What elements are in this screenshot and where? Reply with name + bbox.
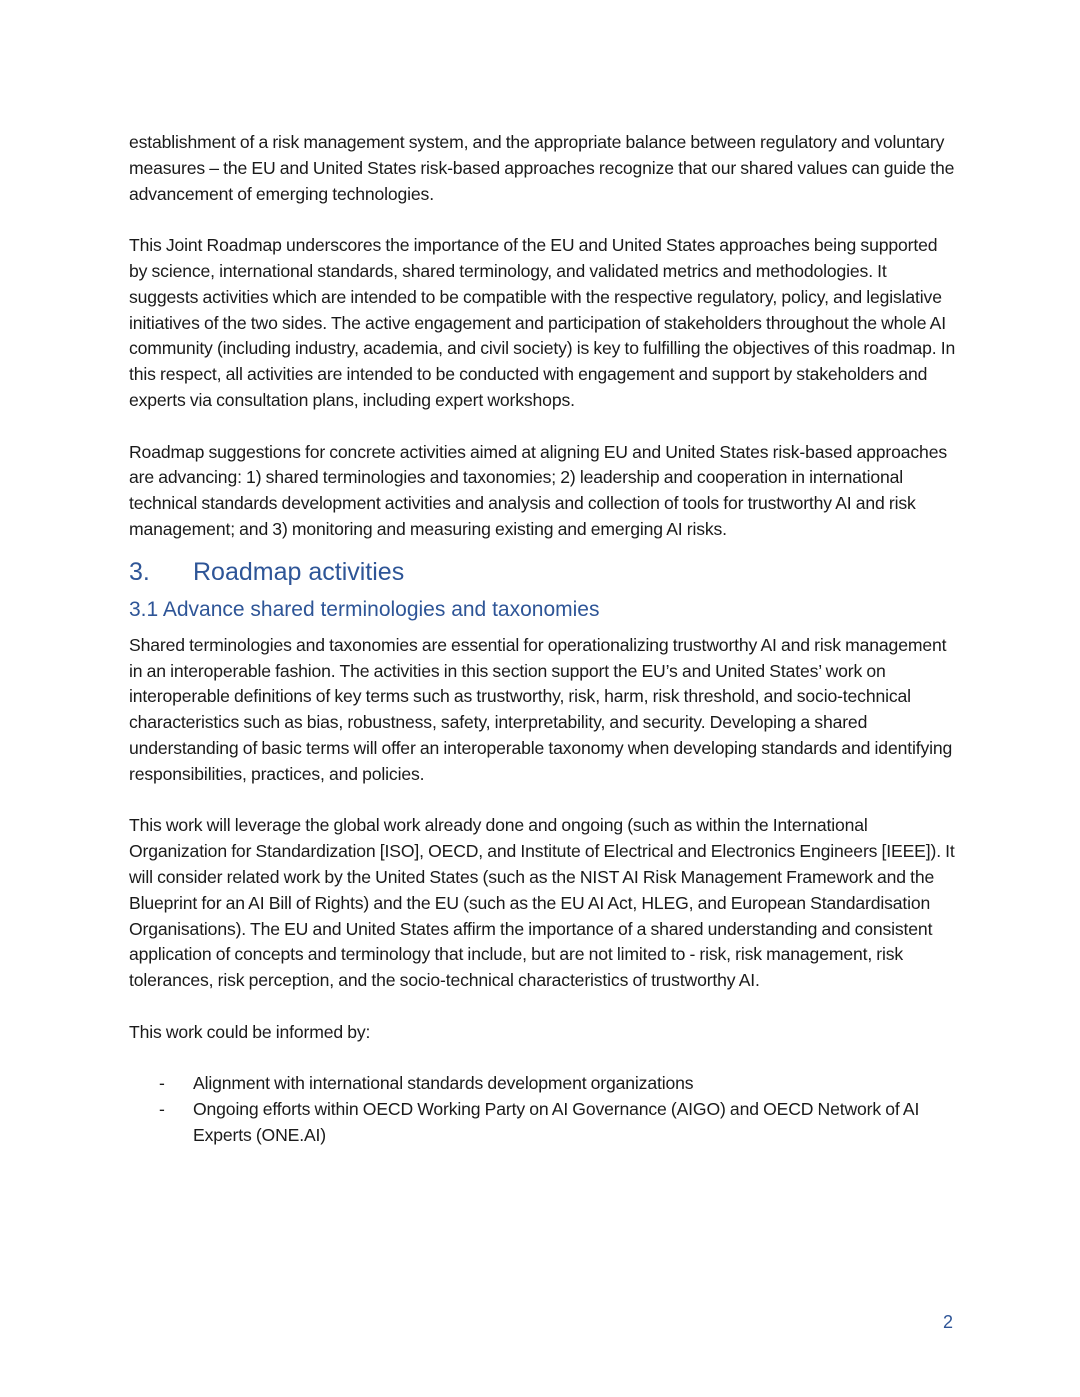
body-paragraph-1: Shared terminologies and taxonomies are essential for operationalizing trustworthy AI and risk management in an interoperable fashion. The activities in this section support the EU’s and United States’ work on interoperable definitions of key terms such as trustworthy, risk, harm, risk threshold, and socio-technical characteristics such as bias, robustness, safety, interpretability, and security. Developing a shared understanding of basic terms will offer an interoperable taxonomy when developing standards and identifying responsibilities, practices, and policies. [129, 634, 953, 784]
list-item-text: Ongoing efforts within OECD Working Party on AI Governance (AIGO) and OECD Network of AI Experts (ONE.AI) [193, 1099, 920, 1145]
body-paragraph-3: This work could be informed by: [129, 1021, 371, 1042]
list-item [129, 1097, 959, 1149]
dash-bullet-icon: - [159, 1099, 165, 1120]
section-heading [129, 557, 959, 587]
section-number: 3. [129, 557, 150, 586]
list-item-text: Alignment with international standards development organizations [193, 1073, 694, 1094]
intro-paragraph-3: Roadmap suggestions for concrete activities aimed at aligning EU and United States risk-based approaches are advancing: 1) shared terminologies and taxonomies; 2) leadership and cooperation in international technical standards development activities and analysis and collection of tools for trustworthy AI and risk management; and 3) monitoring and measuring existing and emerging AI risks. [129, 441, 947, 539]
bullet-list [129, 1071, 959, 1148]
document-page [129, 130, 959, 1149]
subsection-heading: 3.1 Advance shared terminologies and taxonomies [129, 597, 600, 621]
section-title: Roadmap activities [193, 557, 405, 586]
dash-bullet-icon: - [159, 1073, 165, 1094]
list-item [129, 1071, 959, 1097]
body-paragraph-2: This work will leverage the global work already done and ongoing (such as within the International Organization for Standardization [ISO], OECD, and Institute of Electrical and Electronics Engineers [IEEE]). It will consider related work by the United States (such as the NIST AI Risk Management Framework and the Blueprint for an AI Bill of Rights) and the EU (such as the EU AI Act, HLEG, and European Standardisation Organisations). The EU and United States affirm the importance of a shared understanding and consistent application of concepts and terminology that include, but are not limited to - risk, risk management, risk tolerances, risk perception, and the socio-technical characteristics of trustworthy AI. [129, 815, 955, 991]
intro-paragraph-1: establishment of a risk management system, and the appropriate balance between regulatory and voluntary measures – the EU and United States risk-based approaches recognize that our shared values can guide the advancement of emerging technologies. [129, 132, 955, 204]
intro-paragraph-2: This Joint Roadmap underscores the importance of the EU and United States approaches being supported by science, international standards, shared terminology, and validated metrics and methodologies. It suggests activities which are intended to be compatible with the respective regulatory, policy, and legislative initiatives of the two sides. The active engagement and participation of stakeholders throughout the whole AI community (including industry, academia, and civil society) is key to fulfilling the objectives of this roadmap. In this respect, all activities are intended to be conducted with engagement and support by stakeholders and experts via consultation plans, including expert workshops. [129, 235, 956, 410]
page-number: 2 [943, 1312, 954, 1332]
